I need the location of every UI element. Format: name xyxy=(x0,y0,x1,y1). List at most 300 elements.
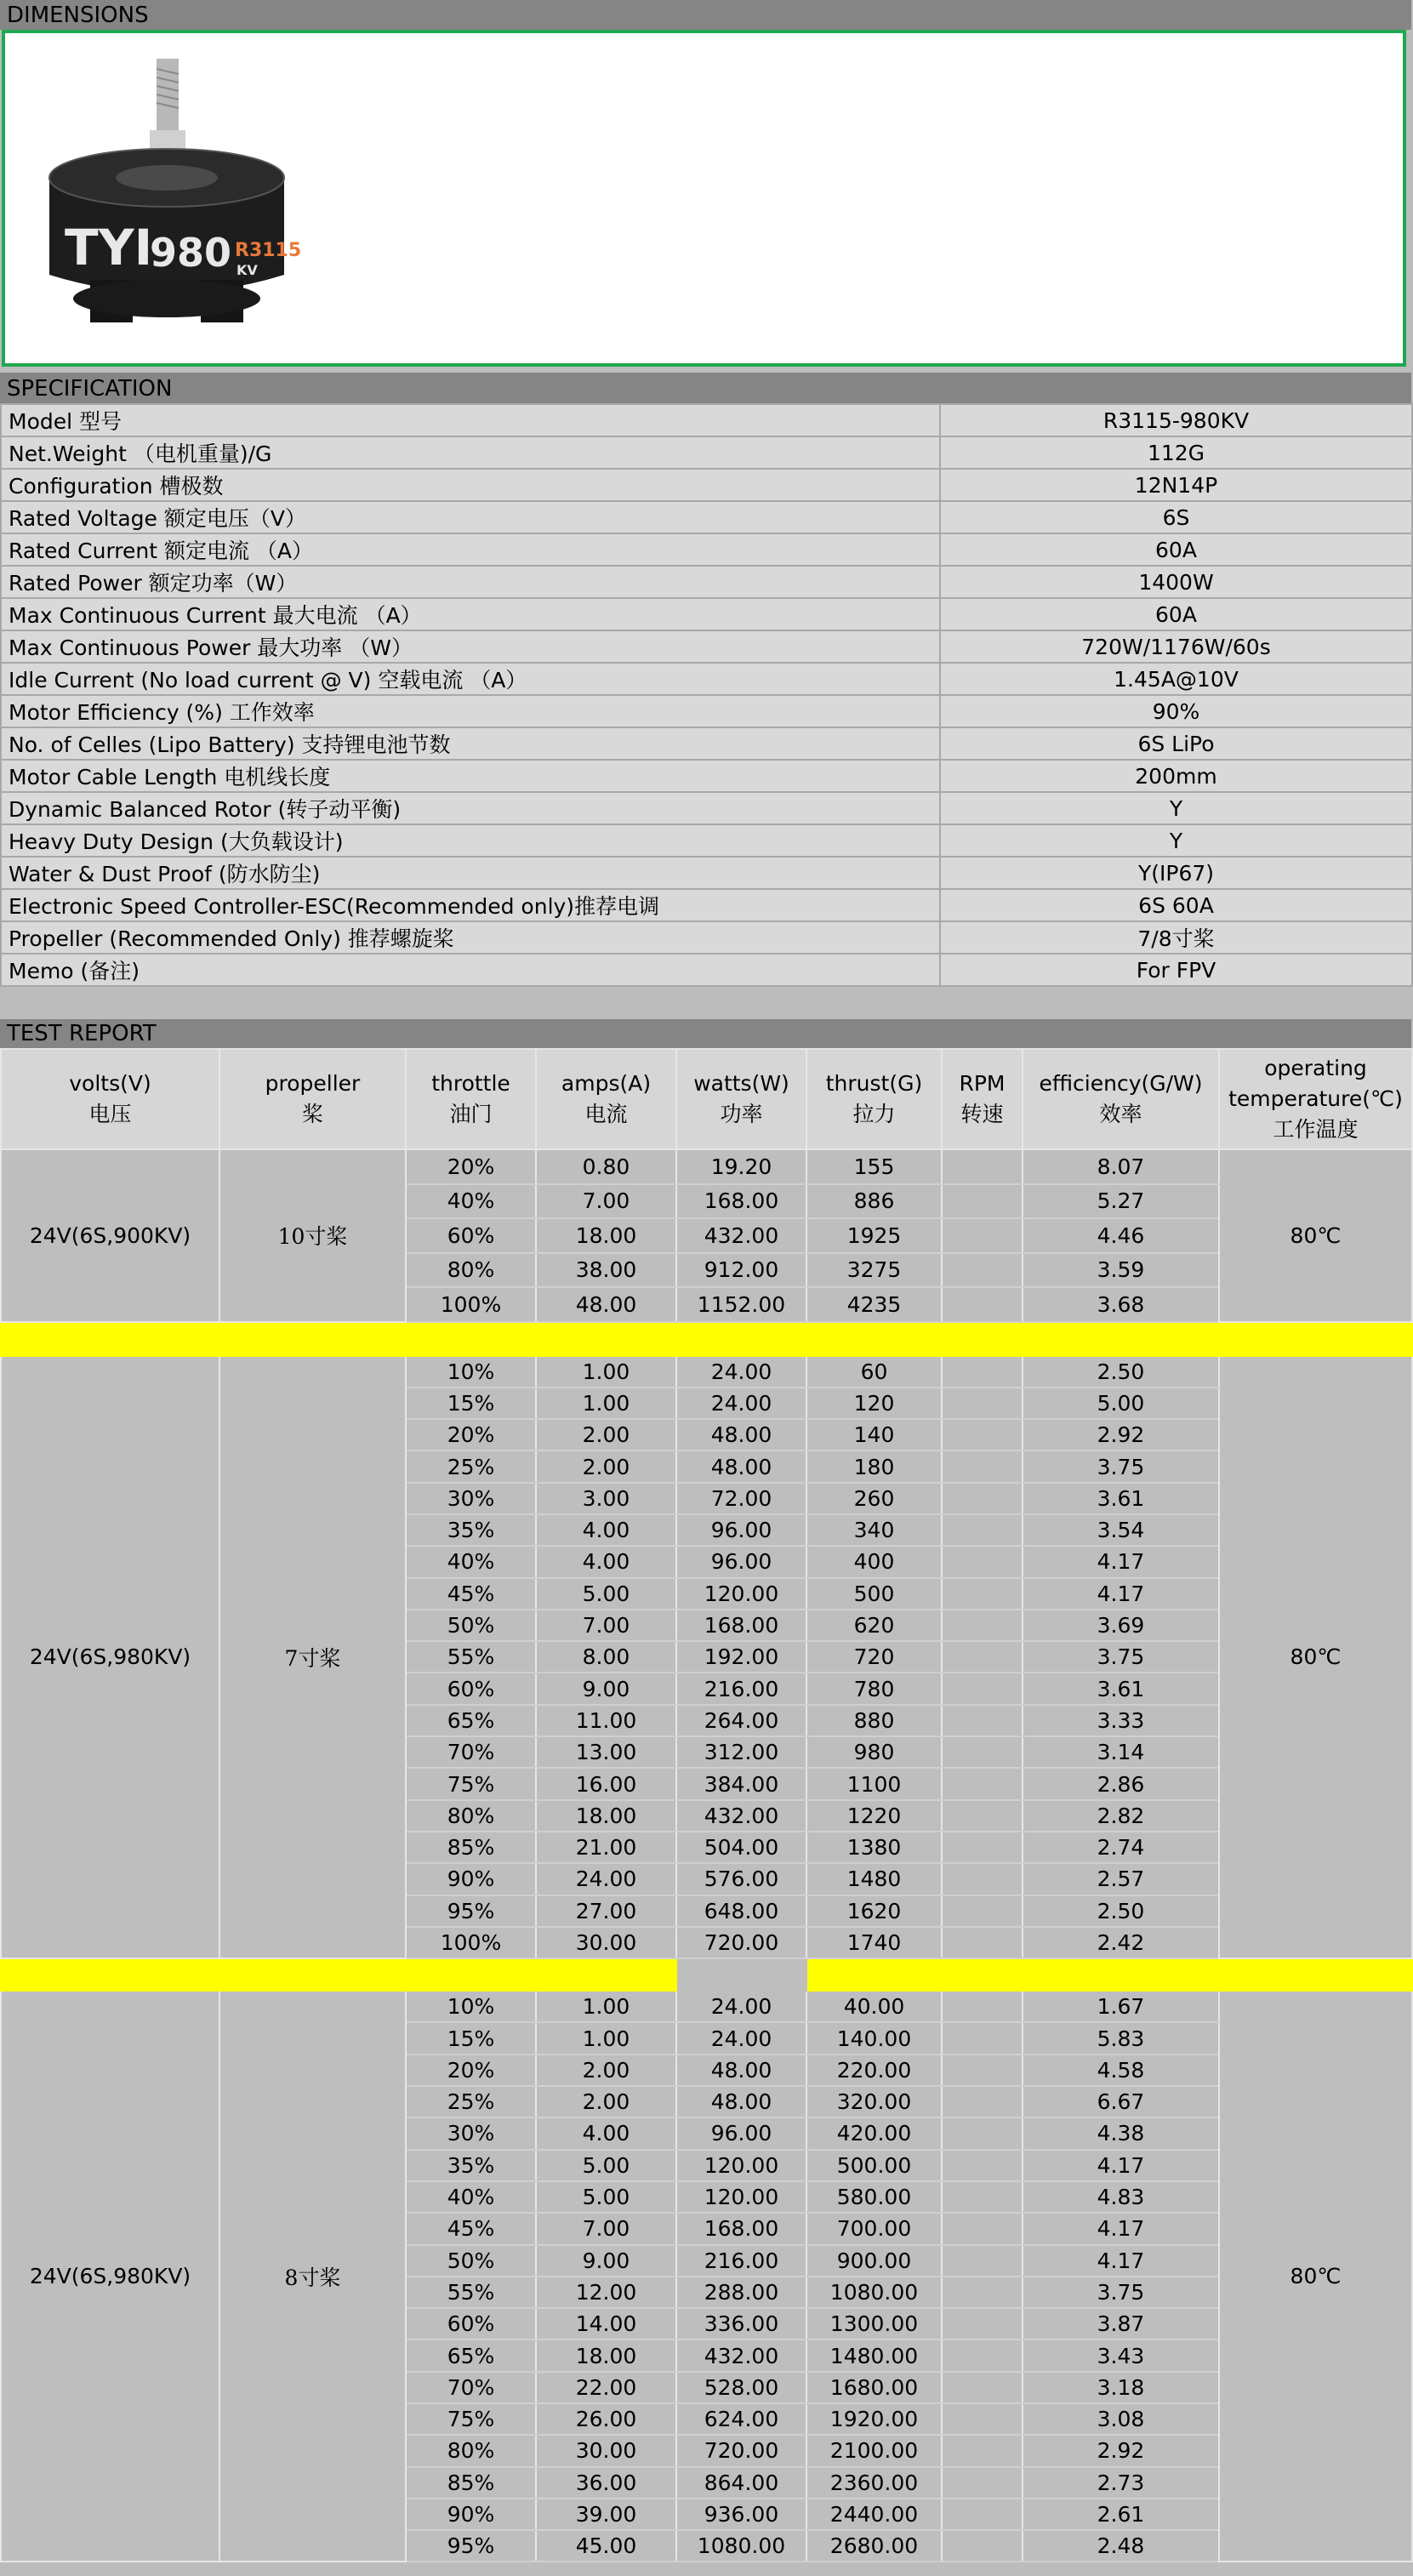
report-cell: 720 xyxy=(806,1641,942,1673)
group-separator xyxy=(1,1958,1412,1991)
spec-value: 6S xyxy=(940,501,1412,533)
report-row xyxy=(1,1149,1412,1184)
report-cell: 5.27 xyxy=(1023,1184,1219,1219)
group-propeller: 10寸桨 xyxy=(219,1149,406,1322)
report-cell: 624.00 xyxy=(676,2403,806,2435)
report-cell: 500.00 xyxy=(806,2150,942,2181)
report-cell: 72.00 xyxy=(676,1483,806,1514)
report-cell: 5.83 xyxy=(1023,2022,1219,2054)
report-cell: 140.00 xyxy=(806,2022,942,2054)
test-report-table xyxy=(0,1048,1413,2562)
report-cell: 4.00 xyxy=(536,1514,676,1546)
column-header-en: thrust(G) xyxy=(825,1071,923,1096)
report-cell: 780 xyxy=(806,1673,942,1704)
separator-cell xyxy=(536,1322,676,1356)
report-cell: 70% xyxy=(406,2372,536,2403)
spec-row xyxy=(1,501,1412,533)
column-header xyxy=(406,1049,536,1149)
spec-row xyxy=(1,630,1412,663)
report-cell: 2.48 xyxy=(1023,2530,1219,2562)
spec-label: Max Continuous Current 最大电流 （A） xyxy=(1,598,940,630)
report-cell: 96.00 xyxy=(676,2117,806,2149)
spec-label: Memo (备注) xyxy=(1,954,940,986)
report-cell xyxy=(942,1218,1023,1253)
spec-value: For FPV xyxy=(940,954,1412,986)
report-cell: 9.00 xyxy=(536,2245,676,2277)
report-cell: 22.00 xyxy=(536,2372,676,2403)
report-row xyxy=(1,1356,1412,1388)
report-cell: 3.08 xyxy=(1023,2403,1219,2435)
report-cell xyxy=(942,1578,1023,1610)
report-cell: 25% xyxy=(406,2086,536,2117)
report-cell: 1152.00 xyxy=(676,1287,806,1322)
spec-label: Motor Cable Length 电机线长度 xyxy=(1,760,940,792)
report-cell: 95% xyxy=(406,1895,536,1927)
report-cell: 2440.00 xyxy=(806,2499,942,2530)
spec-value: 720W/1176W/60s xyxy=(940,630,1412,663)
report-cell: 432.00 xyxy=(676,1800,806,1832)
report-cell xyxy=(942,2150,1023,2181)
report-cell: 420.00 xyxy=(806,2117,942,2149)
report-cell: 432.00 xyxy=(676,2339,806,2371)
report-cell: 16.00 xyxy=(536,1768,676,1799)
report-cell: 3.61 xyxy=(1023,1673,1219,1704)
separator-cell xyxy=(1,1958,219,1991)
report-cell: 100% xyxy=(406,1287,536,1322)
report-cell: 384.00 xyxy=(676,1768,806,1799)
spec-label: Model 型号 xyxy=(1,404,940,436)
spec-row xyxy=(1,760,1412,792)
report-cell: 1925 xyxy=(806,1218,942,1253)
dimensions-panel xyxy=(2,30,1406,367)
report-cell: 1100 xyxy=(806,1768,942,1799)
report-cell xyxy=(942,1800,1023,1832)
report-cell: 2.82 xyxy=(1023,1800,1219,1832)
report-cell: 3.18 xyxy=(1023,2372,1219,2403)
report-cell: 2.92 xyxy=(1023,2435,1219,2466)
report-cell: 40% xyxy=(406,2181,536,2213)
report-cell: 1220 xyxy=(806,1800,942,1832)
report-cell: 48.00 xyxy=(676,2086,806,2117)
report-cell xyxy=(942,1287,1023,1322)
report-cell xyxy=(942,1483,1023,1514)
report-cell: 264.00 xyxy=(676,1705,806,1736)
specification-table xyxy=(0,403,1413,987)
report-cell xyxy=(942,1356,1023,1388)
report-cell: 576.00 xyxy=(676,1863,806,1895)
separator-cell xyxy=(1,1322,219,1356)
column-header xyxy=(1023,1049,1219,1149)
report-cell: 3.43 xyxy=(1023,2339,1219,2371)
column-header-en: efficiency(G/W) xyxy=(1039,1071,1203,1096)
report-cell: 7.00 xyxy=(536,1610,676,1641)
report-cell: 35% xyxy=(406,2150,536,2181)
report-cell: 38.00 xyxy=(536,1253,676,1288)
report-cell: 75% xyxy=(406,2403,536,2435)
report-cell: 3.87 xyxy=(1023,2308,1219,2339)
spec-row xyxy=(1,566,1412,598)
test-report-header: TEST REPORT xyxy=(0,1019,1411,1048)
report-cell: 4.17 xyxy=(1023,2213,1219,2244)
report-cell: 720.00 xyxy=(676,1927,806,1958)
report-cell: 1680.00 xyxy=(806,2372,942,2403)
group-volts: 24V(6S,900KV) xyxy=(1,1149,219,1322)
report-cell: 80% xyxy=(406,2435,536,2466)
report-cell: 25% xyxy=(406,1450,536,1482)
report-cell: 10% xyxy=(406,1991,536,2022)
column-header-cn: 油门 xyxy=(449,1102,493,1126)
report-cell: 1.00 xyxy=(536,1388,676,1419)
column-header-cn: 转速 xyxy=(960,1102,1004,1126)
spec-row xyxy=(1,663,1412,695)
report-cell: 620 xyxy=(806,1610,942,1641)
report-cell: 36.00 xyxy=(536,2467,676,2499)
separator-cell xyxy=(1219,1958,1412,1991)
separator-cell xyxy=(1023,1958,1219,1991)
spec-row xyxy=(1,824,1412,857)
report-cell: 55% xyxy=(406,2277,536,2308)
spec-value: 12N14P xyxy=(940,469,1412,501)
report-cell xyxy=(942,2277,1023,2308)
report-cell: 120.00 xyxy=(676,1578,806,1610)
spec-value: Y xyxy=(940,792,1412,824)
report-cell: 580.00 xyxy=(806,2181,942,2213)
report-cell: 48.00 xyxy=(676,1450,806,1482)
spec-value: 7/8寸桨 xyxy=(940,921,1412,954)
report-cell: 13.00 xyxy=(536,1736,676,1768)
report-cell: 432.00 xyxy=(676,1218,806,1253)
report-cell xyxy=(942,2022,1023,2054)
report-cell xyxy=(942,1610,1023,1641)
report-cell: 4.17 xyxy=(1023,2245,1219,2277)
report-cell xyxy=(942,1673,1023,1704)
separator-cell xyxy=(1023,1322,1219,1356)
report-cell: 7.00 xyxy=(536,1184,676,1219)
report-cell: 4.83 xyxy=(1023,2181,1219,2213)
report-cell: 80% xyxy=(406,1253,536,1288)
report-cell: 45% xyxy=(406,1578,536,1610)
report-cell: 11.00 xyxy=(536,1705,676,1736)
spec-label: Motor Efficiency (%) 工作效率 xyxy=(1,695,940,727)
spec-value: 90% xyxy=(940,695,1412,727)
report-cell: 30% xyxy=(406,1483,536,1514)
report-cell: 3.68 xyxy=(1023,1287,1219,1322)
spec-row xyxy=(1,857,1412,889)
report-cell xyxy=(942,1253,1023,1288)
specification-header: SPECIFICATION xyxy=(0,373,1411,403)
motor-image xyxy=(31,52,302,333)
report-cell: 900.00 xyxy=(806,2245,942,2277)
report-row xyxy=(1,1991,1412,2022)
spec-label: Max Continuous Power 最大功率 （W） xyxy=(1,630,940,663)
report-cell: 2360.00 xyxy=(806,2467,942,2499)
report-cell: 20% xyxy=(406,1149,536,1184)
report-cell: 168.00 xyxy=(676,1184,806,1219)
report-cell xyxy=(942,2213,1023,2244)
report-cell: 980 xyxy=(806,1736,942,1768)
column-header-en: RPM xyxy=(959,1071,1006,1096)
column-header xyxy=(942,1049,1023,1149)
report-cell: 96.00 xyxy=(676,1514,806,1546)
spec-label: Configuration 槽极数 xyxy=(1,469,940,501)
report-cell: 3.59 xyxy=(1023,1253,1219,1288)
report-cell: 4.17 xyxy=(1023,2150,1219,2181)
group-volts: 24V(6S,980KV) xyxy=(1,1356,219,1959)
report-cell: 18.00 xyxy=(536,1800,676,1832)
separator-cell xyxy=(406,1958,536,1991)
report-cell: 40% xyxy=(406,1184,536,1219)
report-cell: 50% xyxy=(406,1610,536,1641)
report-cell: 50% xyxy=(406,2245,536,2277)
group-propeller: 7寸桨 xyxy=(219,1356,406,1959)
spec-label: Water & Dust Proof (防水防尘) xyxy=(1,857,940,889)
report-cell: 5.00 xyxy=(536,1578,676,1610)
column-header-cn: 桨 xyxy=(301,1102,323,1126)
column-header-en: propeller xyxy=(265,1071,361,1096)
report-cell: 39.00 xyxy=(536,2499,676,2530)
report-cell: 1080.00 xyxy=(806,2277,942,2308)
report-cell: 30.00 xyxy=(536,2435,676,2466)
report-cell: 10% xyxy=(406,1356,536,1388)
spec-value: 60A xyxy=(940,598,1412,630)
report-cell xyxy=(942,2499,1023,2530)
report-cell: 155 xyxy=(806,1149,942,1184)
report-cell xyxy=(942,1705,1023,1736)
report-cell: 100% xyxy=(406,1927,536,1958)
report-cell: 15% xyxy=(406,2022,536,2054)
report-cell: 18.00 xyxy=(536,1218,676,1253)
column-header-en: watts(W) xyxy=(693,1071,789,1096)
report-cell xyxy=(942,2245,1023,2277)
report-cell: 4.00 xyxy=(536,1546,676,1577)
report-cell xyxy=(942,1736,1023,1768)
report-cell xyxy=(942,1514,1023,1546)
report-cell: 2.00 xyxy=(536,2055,676,2086)
report-cell: 7.00 xyxy=(536,2213,676,2244)
report-cell: 4.00 xyxy=(536,2117,676,2149)
report-cell: 2100.00 xyxy=(806,2435,942,2466)
separator-cell xyxy=(806,1958,942,1991)
report-cell: 912.00 xyxy=(676,1253,806,1288)
separator-cell xyxy=(536,1958,676,1991)
report-cell: 2.00 xyxy=(536,1450,676,1482)
report-cell xyxy=(942,2055,1023,2086)
report-cell xyxy=(942,2435,1023,2466)
report-cell: 40% xyxy=(406,1546,536,1577)
report-cell: 1.67 xyxy=(1023,1991,1219,2022)
column-header-en2: temperature(℃) xyxy=(1228,1086,1403,1111)
spec-value: 112G xyxy=(940,436,1412,469)
report-cell xyxy=(942,1895,1023,1927)
report-cell: 2.57 xyxy=(1023,1863,1219,1895)
column-header-cn: 工作温度 xyxy=(1273,1117,1359,1142)
report-cell: 3.75 xyxy=(1023,1450,1219,1482)
dimensions-header: DIMENSIONS xyxy=(0,0,1411,30)
report-cell: 96.00 xyxy=(676,1546,806,1577)
report-cell: 2.50 xyxy=(1023,1895,1219,1927)
spec-value: Y(IP67) xyxy=(940,857,1412,889)
spec-row xyxy=(1,792,1412,824)
report-cell: 75% xyxy=(406,1768,536,1799)
spec-value: 60A xyxy=(940,533,1412,566)
report-cell: 3.00 xyxy=(536,1483,676,1514)
report-cell: 1740 xyxy=(806,1927,942,1958)
report-cell: 24.00 xyxy=(676,2022,806,2054)
spec-row xyxy=(1,404,1412,436)
report-cell xyxy=(942,1832,1023,1863)
report-cell: 27.00 xyxy=(536,1895,676,1927)
report-cell: 65% xyxy=(406,2339,536,2371)
report-cell: 40.00 xyxy=(806,1991,942,2022)
spec-label: Electronic Speed Controller-ESC(Recommended only)推荐电调 xyxy=(1,889,940,921)
report-cell: 648.00 xyxy=(676,1895,806,1927)
report-cell: 5.00 xyxy=(536,2150,676,2181)
spec-row xyxy=(1,921,1412,954)
report-cell: 12.00 xyxy=(536,2277,676,2308)
report-cell: 3.75 xyxy=(1023,2277,1219,2308)
motor-kv-text: 980 xyxy=(150,230,232,276)
report-cell xyxy=(942,2339,1023,2371)
report-cell: 14.00 xyxy=(536,2308,676,2339)
spec-row xyxy=(1,533,1412,566)
separator-cell xyxy=(1219,1322,1412,1356)
separator-cell xyxy=(676,1322,806,1356)
report-cell: 3.33 xyxy=(1023,1705,1219,1736)
report-cell: 500 xyxy=(806,1578,942,1610)
group-propeller: 8寸桨 xyxy=(219,1991,406,2562)
column-header-en: amps(A) xyxy=(561,1071,652,1096)
report-cell: 2.50 xyxy=(1023,1356,1219,1388)
report-cell: 95% xyxy=(406,2530,536,2562)
report-cell: 4.17 xyxy=(1023,1546,1219,1577)
separator-cell xyxy=(406,1322,536,1356)
report-cell: 2680.00 xyxy=(806,2530,942,2562)
spec-label: Idle Current (No load current @ V) 空载电流 （A） xyxy=(1,663,940,695)
report-cell: 24.00 xyxy=(676,1991,806,2022)
report-cell: 21.00 xyxy=(536,1832,676,1863)
column-header xyxy=(219,1049,406,1149)
report-cell: 4.17 xyxy=(1023,1578,1219,1610)
report-cell xyxy=(942,1863,1023,1895)
report-cell xyxy=(942,2372,1023,2403)
group-separator xyxy=(1,1322,1412,1356)
separator-cell xyxy=(219,1958,406,1991)
report-cell: 5.00 xyxy=(536,2181,676,2213)
column-header xyxy=(806,1049,942,1149)
report-cell: 80% xyxy=(406,1800,536,1832)
report-cell: 4.38 xyxy=(1023,2117,1219,2149)
report-cell: 2.92 xyxy=(1023,1419,1219,1450)
report-cell: 288.00 xyxy=(676,2277,806,2308)
report-cell xyxy=(942,1149,1023,1184)
report-cell: 168.00 xyxy=(676,2213,806,2244)
spec-label: Propeller (Recommended Only) 推荐螺旋桨 xyxy=(1,921,940,954)
report-cell: 18.00 xyxy=(536,2339,676,2371)
report-cell: 60% xyxy=(406,1218,536,1253)
separator-cell xyxy=(942,1958,1023,1991)
report-cell: 60% xyxy=(406,1673,536,1704)
report-cell xyxy=(942,1450,1023,1482)
report-cell: 216.00 xyxy=(676,1673,806,1704)
report-cell: 3275 xyxy=(806,1253,942,1288)
report-cell: 30% xyxy=(406,2117,536,2149)
spec-row xyxy=(1,695,1412,727)
report-cell: 2.42 xyxy=(1023,1927,1219,1958)
separator-cell xyxy=(219,1322,406,1356)
spec-label: No. of Celles (Lipo Battery) 支持锂电池节数 xyxy=(1,727,940,760)
report-cell: 140 xyxy=(806,1419,942,1450)
separator-cell xyxy=(806,1322,942,1356)
report-cell: 60% xyxy=(406,2308,536,2339)
report-cell: 24.00 xyxy=(676,1388,806,1419)
motor-model-text: R3115 xyxy=(235,240,302,261)
report-cell: 1.00 xyxy=(536,1356,676,1388)
report-cell: 336.00 xyxy=(676,2308,806,2339)
report-cell: 3.69 xyxy=(1023,1610,1219,1641)
spec-label: Rated Voltage 额定电压（V） xyxy=(1,501,940,533)
column-header-en: operating xyxy=(1264,1056,1367,1080)
report-cell: 48.00 xyxy=(676,1419,806,1450)
report-cell: 2.00 xyxy=(536,2086,676,2117)
separator-cell xyxy=(942,1322,1023,1356)
report-cell: 528.00 xyxy=(676,2372,806,2403)
report-cell: 4.46 xyxy=(1023,1218,1219,1253)
report-cell xyxy=(942,1641,1023,1673)
report-cell: 4.58 xyxy=(1023,2055,1219,2086)
report-cell: 220.00 xyxy=(806,2055,942,2086)
report-cell: 168.00 xyxy=(676,1610,806,1641)
report-cell: 15% xyxy=(406,1388,536,1419)
spec-row xyxy=(1,954,1412,986)
report-cell: 0.80 xyxy=(536,1149,676,1184)
report-cell: 35% xyxy=(406,1514,536,1546)
group-temperature: 80℃ xyxy=(1219,1991,1412,2562)
report-cell: 30.00 xyxy=(536,1927,676,1958)
report-cell: 90% xyxy=(406,1863,536,1895)
spec-label: Dynamic Balanced Rotor (转子动平衡) xyxy=(1,792,940,824)
report-cell: 48.00 xyxy=(676,2055,806,2086)
report-cell: 9.00 xyxy=(536,1673,676,1704)
report-cell: 1.00 xyxy=(536,2022,676,2054)
report-cell: 1620 xyxy=(806,1895,942,1927)
report-cell: 1080.00 xyxy=(676,2530,806,2562)
report-cell xyxy=(942,1546,1023,1577)
report-cell: 180 xyxy=(806,1450,942,1482)
column-header xyxy=(676,1049,806,1149)
report-cell: 2.73 xyxy=(1023,2467,1219,2499)
report-cell xyxy=(942,2086,1023,2117)
report-cell: 55% xyxy=(406,1641,536,1673)
report-cell: 45% xyxy=(406,2213,536,2244)
spec-value: Y xyxy=(940,824,1412,857)
spec-value: 1.45A@10V xyxy=(940,663,1412,695)
report-cell: 864.00 xyxy=(676,2467,806,2499)
report-cell: 20% xyxy=(406,2055,536,2086)
report-cell: 4235 xyxy=(806,1287,942,1322)
report-cell: 70% xyxy=(406,1736,536,1768)
column-header-cn: 功率 xyxy=(720,1102,763,1126)
report-cell: 48.00 xyxy=(536,1287,676,1322)
report-cell: 320.00 xyxy=(806,2086,942,2117)
report-cell: 3.61 xyxy=(1023,1483,1219,1514)
spec-label: Net.Weight （电机重量)/G xyxy=(1,436,940,469)
report-cell: 26.00 xyxy=(536,2403,676,2435)
column-header-cn: 电流 xyxy=(584,1102,628,1126)
report-cell: 1480.00 xyxy=(806,2339,942,2371)
report-cell: 1.00 xyxy=(536,1991,676,2022)
report-cell xyxy=(942,2308,1023,2339)
spec-value: 6S 60A xyxy=(940,889,1412,921)
